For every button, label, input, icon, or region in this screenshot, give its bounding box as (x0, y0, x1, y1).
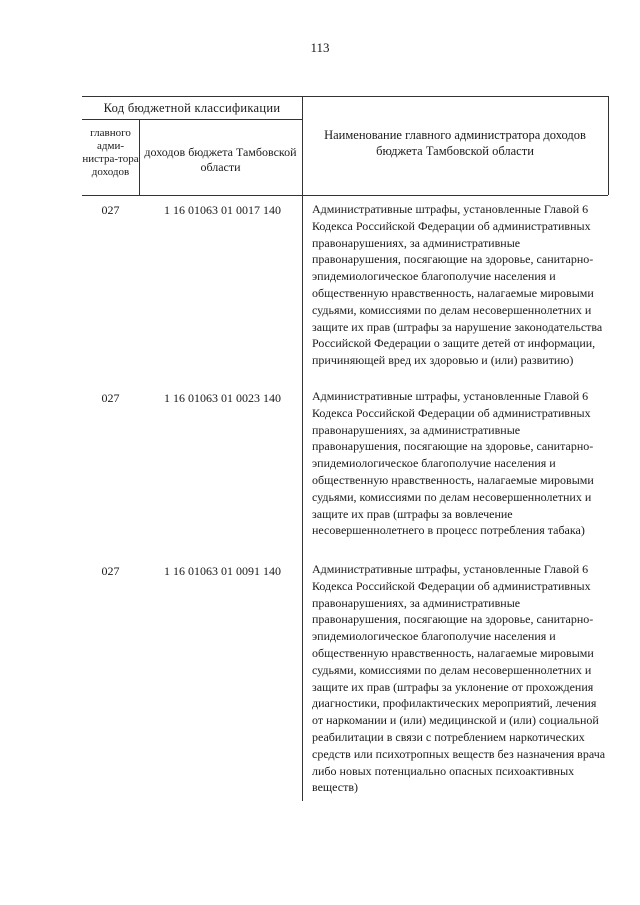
income-code-cell: 1 16 01063 01 0017 140 (164, 203, 281, 217)
header-admin-column: главного адми-нистра-тора доходов (82, 127, 139, 178)
admin-code-cell: 027 (101, 203, 120, 217)
header-bottom-border (82, 195, 608, 196)
description-cell: Административные штрафы, установленные Главой 6 Кодекса Российской Федерации об административных правонарушениях, за административные правонарушения, посягающие на здоровье, санитарно-эпидемиологическое благополучие населения и общественную нравственность, налагаемые мировыми судьями, комиссиями по делам несовершеннолетних и защите их прав (штрафы за нарушение законодательства Российской Федерации о защите детей от информации, причиняющей вред их здоровью и (или) развитию) (312, 202, 603, 368)
page-number: 113 (310, 40, 330, 55)
header-income-column: доходов бюджета Тамбовской области (144, 145, 297, 174)
header-name-column: Наименование главного администратора доходов бюджета Тамбовской области (324, 128, 586, 158)
table-top-border (82, 96, 608, 97)
admin-code-cell: 027 (101, 391, 120, 405)
header-group-title: Код бюджетной классификации (103, 101, 281, 115)
description-cell: Административные штрафы, установленные Главой 6 Кодекса Российской Федерации об административных правонарушениях, за административные правонарушения, посягающие на здоровье, санитарно-эпидемиологическое благополучие населения и общественную нравственность, налагаемые мировыми судьями, комиссиями по делам несовершеннолетних и защите их прав (штрафы за уклонение от прохождения диагностики, профилактических мероприятий, лечения от наркомании и (или) медицинской и (или) социальной реабилитации в связи с потреблением наркотических средств или психотропных веществ без назначения врача либо новых потенциально опасных психоактивных веществ) (312, 562, 606, 795)
column-divider-income (302, 96, 303, 801)
group-header-divider (82, 119, 302, 120)
income-code-cell: 1 16 01063 01 0091 140 (164, 564, 281, 578)
admin-code-cell: 027 (101, 564, 120, 578)
description-cell: Административные штрафы, установленные Главой 6 Кодекса Российской Федерации об административных правонарушениях, за административные правонарушения, посягающие на здоровье, санитарно-эпидемиологическое благополучие населения и общественную нравственность, налагаемые мировыми судьями, комиссиями по делам несовершеннолетних и защите их прав (штрафы за вовлечение несовершеннолетнего в процесс потребления табака) (312, 389, 594, 538)
income-code-cell: 1 16 01063 01 0023 140 (164, 391, 281, 405)
table-right-border (608, 96, 609, 195)
